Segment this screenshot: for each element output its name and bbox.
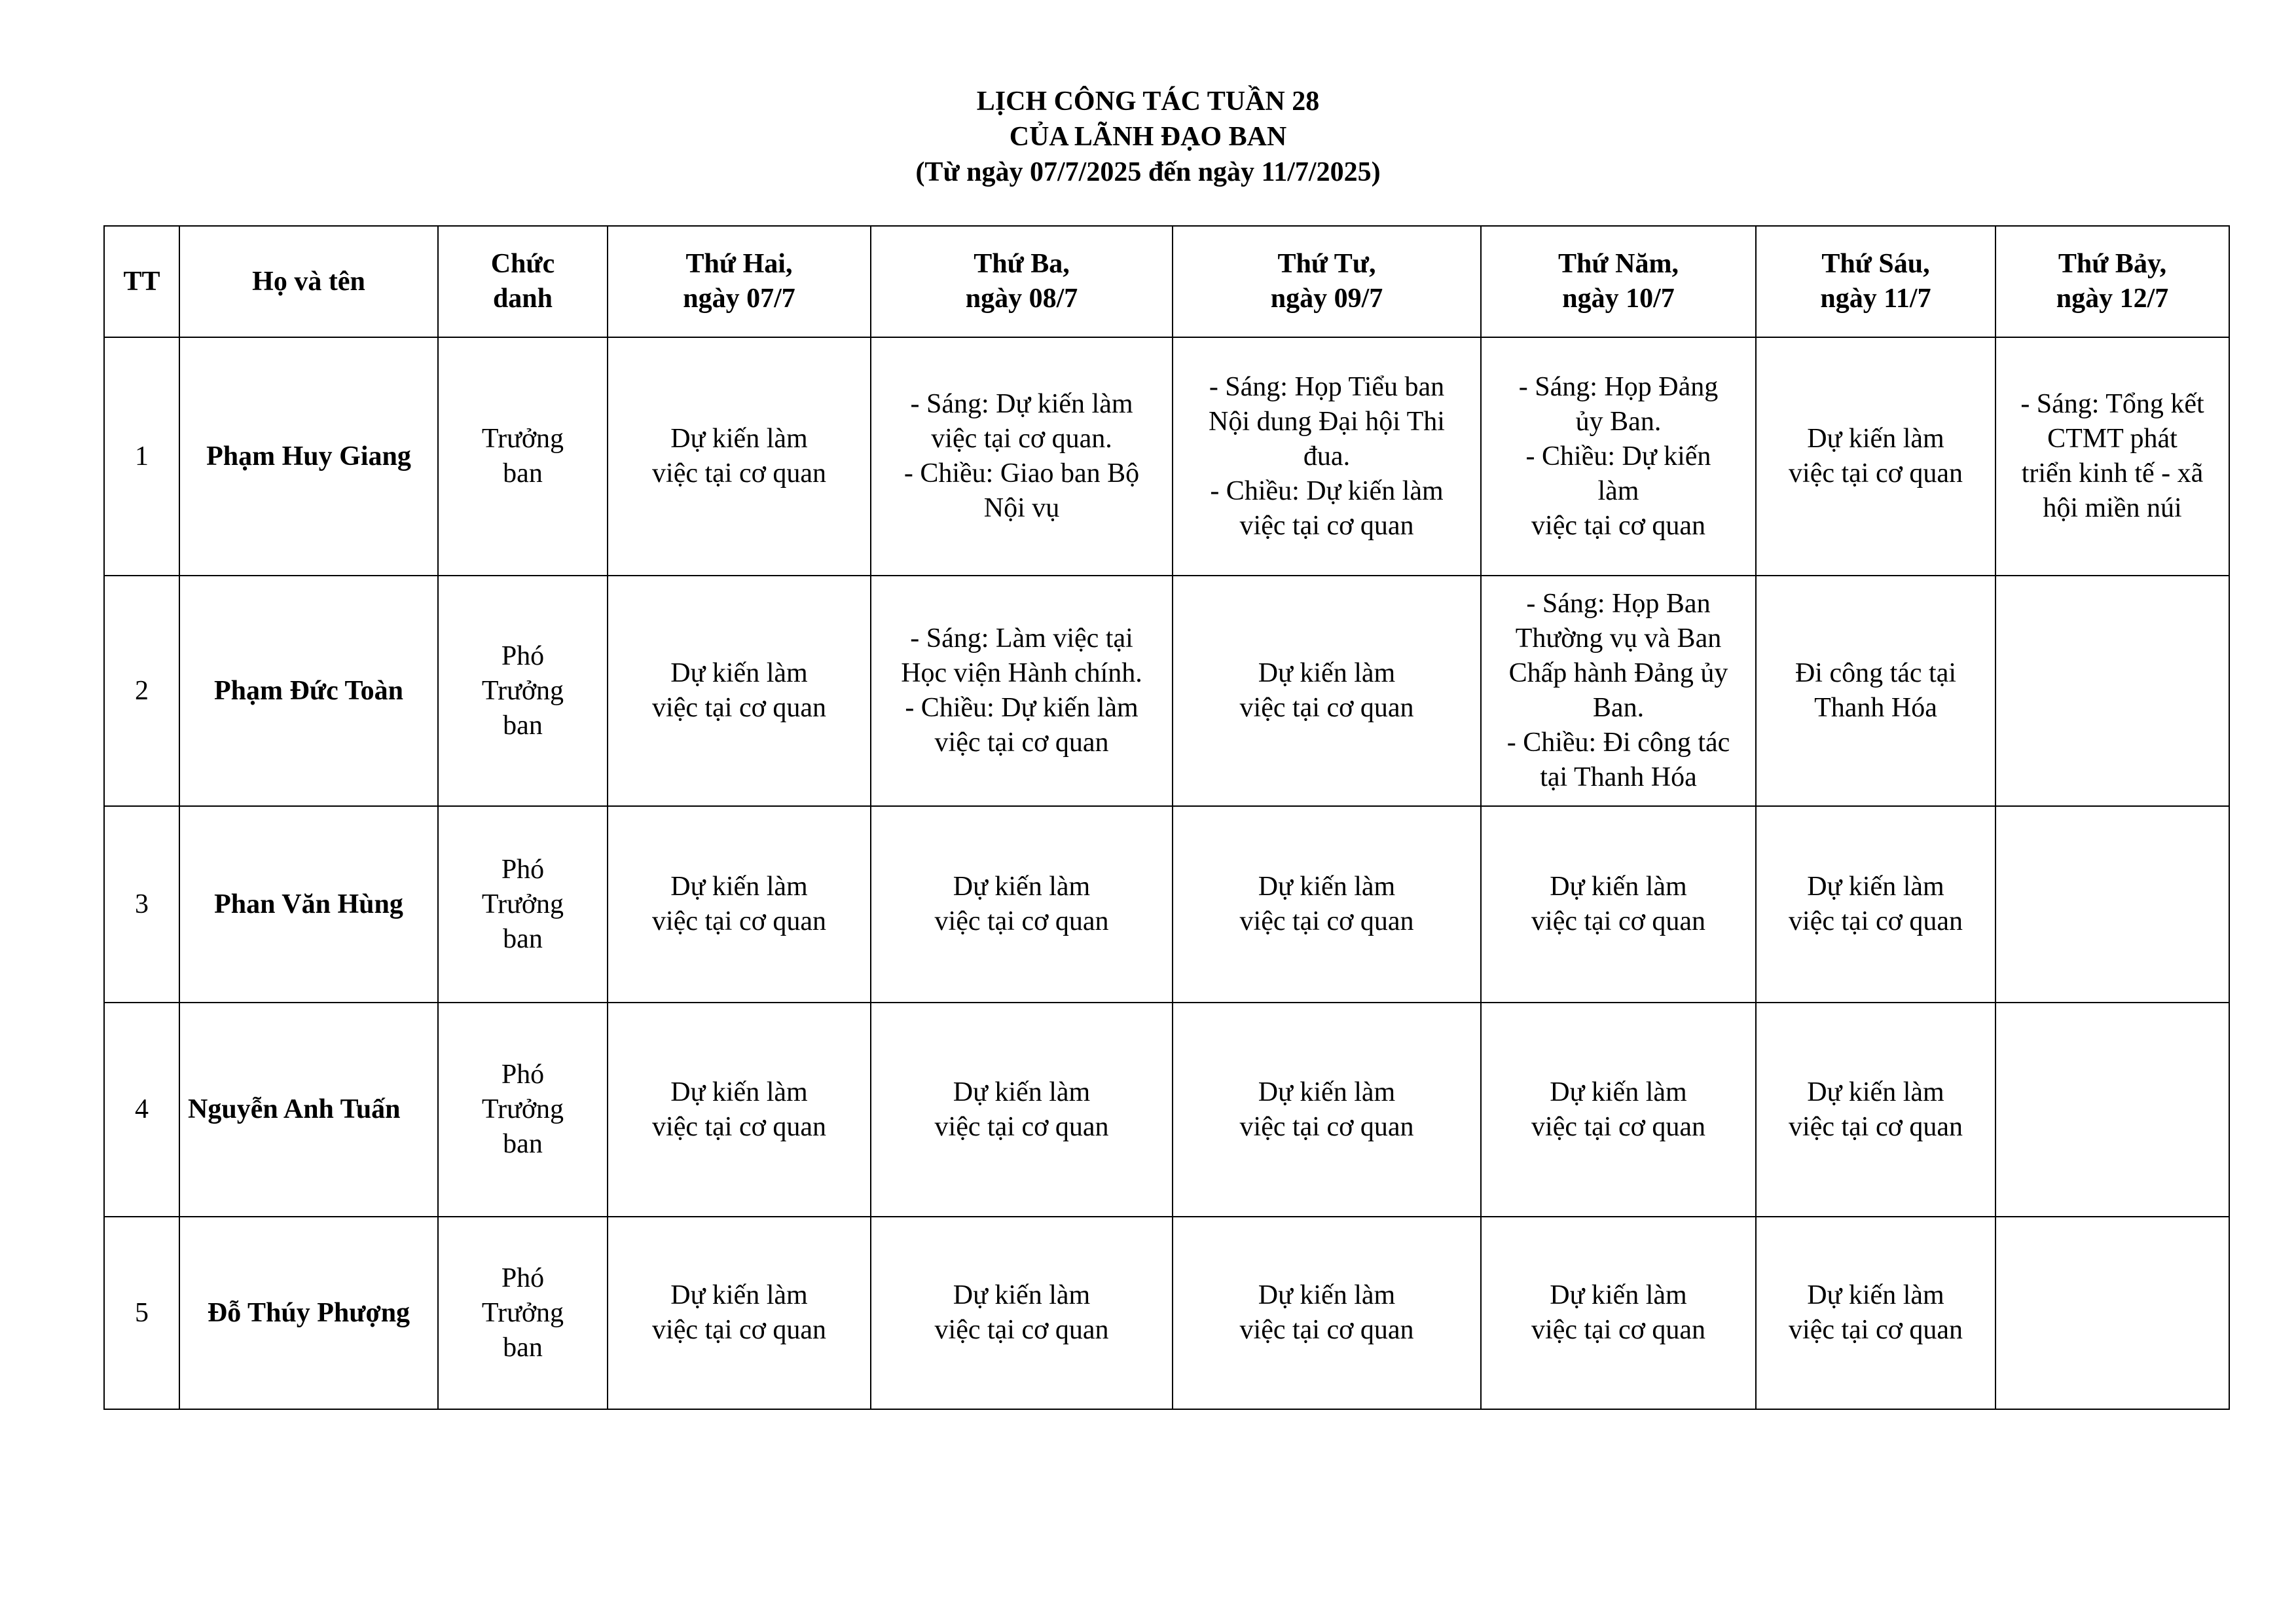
schedule-line: - Sáng: Họp Ban: [1526, 589, 1711, 619]
role-line: ban: [503, 458, 543, 489]
schedule-line: Dự kiến làm: [1807, 872, 1944, 902]
header-day-line: Thứ Ba,: [974, 249, 1070, 279]
schedule-line: Ban.: [1592, 693, 1645, 723]
schedule-line: Thanh Hóa: [1814, 693, 1937, 723]
role-line: Phó: [501, 1263, 545, 1293]
role-line: ban: [503, 923, 543, 954]
header-day-line: ngày 09/7: [1270, 284, 1383, 314]
schedule-line: việc tại cơ quan: [1531, 1111, 1705, 1142]
schedule-cell: [608, 337, 871, 576]
schedule-cell: [608, 806, 871, 1003]
schedule-cell: [1173, 337, 1481, 576]
schedule-cell: [1481, 576, 1756, 806]
schedule-cell: [608, 1217, 871, 1409]
schedule-line: đua.: [1303, 441, 1351, 471]
person-name: Đỗ Thúy Phượng: [179, 1217, 438, 1409]
title-line-3: (Từ ngày 07/7/2025 đến ngày 11/7/2025): [915, 157, 1381, 187]
schedule-line: Dự kiến làm: [1258, 1077, 1396, 1107]
role-line: Phó: [501, 854, 545, 885]
schedule-line: ủy Ban.: [1575, 406, 1662, 437]
schedule-cell: [1756, 337, 1995, 576]
schedule-line: - Chiều: Dự kiến làm: [1210, 475, 1444, 506]
role-line: Phó: [501, 640, 545, 671]
schedule-line: việc tại cơ quan: [652, 906, 826, 936]
header-day-line: Thứ Tư,: [1277, 249, 1376, 279]
role-line: Trưởng: [481, 1297, 564, 1328]
schedule-cell: [1995, 806, 2229, 1003]
schedule-line: việc tại cơ quan: [934, 1111, 1109, 1142]
schedule-body: [104, 337, 2229, 1409]
person-name: Phan Văn Hùng: [179, 806, 438, 1003]
person-role: [438, 337, 608, 576]
header-day: [1995, 226, 2229, 337]
schedule-line: Dự kiến làm: [670, 1280, 808, 1310]
person-name: Nguyễn Anh Tuấn: [179, 1003, 438, 1217]
header-day: [1173, 226, 1481, 337]
schedule-table: [103, 225, 2230, 1410]
schedule-line: việc tại cơ quan: [1789, 1111, 1963, 1142]
header-day-line: ngày 07/7: [683, 284, 795, 314]
schedule-line: việc tại cơ quan: [1239, 1315, 1414, 1345]
schedule-cell: [608, 1003, 871, 1217]
row-number: 1: [104, 337, 179, 576]
schedule-cell: [1756, 576, 1995, 806]
schedule-line: hội miền núi: [2043, 493, 2182, 523]
header-day: [871, 226, 1173, 337]
schedule-line: tại Thanh Hóa: [1540, 762, 1697, 792]
header-day: [1756, 226, 1995, 337]
schedule-line: việc tại cơ quan: [1239, 693, 1414, 723]
header-day-line: ngày 12/7: [2056, 284, 2169, 314]
role-line: Trưởng: [481, 424, 564, 454]
schedule-line: Dự kiến làm: [1550, 872, 1687, 902]
role-line: Phó: [501, 1060, 545, 1090]
header-name: Họ và tên: [179, 226, 438, 337]
role-line: ban: [503, 710, 543, 741]
schedule-line: Nội vụ: [983, 493, 1060, 523]
schedule-line: - Chiều: Dự kiến làm: [905, 693, 1139, 723]
schedule-cell: [1995, 337, 2229, 576]
schedule-line: việc tại cơ quan: [1789, 1315, 1963, 1345]
document-title: [0, 84, 2296, 190]
header-day-line: Thứ Sáu,: [1821, 249, 1930, 279]
role-line: Trưởng: [481, 889, 564, 919]
person-name: Phạm Đức Toàn: [179, 576, 438, 806]
schedule-line: Dự kiến làm: [1807, 1280, 1944, 1310]
schedule-cell: [871, 337, 1173, 576]
schedule-cell: [1481, 337, 1756, 576]
row-number: 5: [104, 1217, 179, 1409]
schedule-line: việc tại cơ quan: [1789, 458, 1963, 489]
table-row: [104, 337, 2229, 576]
schedule-line: - Sáng: Làm việc tại: [910, 623, 1133, 654]
schedule-cell: [1995, 576, 2229, 806]
header-day: [1481, 226, 1756, 337]
schedule-line: Dự kiến làm: [670, 872, 808, 902]
schedule-cell: [871, 576, 1173, 806]
schedule-line: việc tại cơ quan: [1531, 906, 1705, 936]
schedule-line: - Chiều: Dự kiến: [1525, 441, 1711, 471]
person-role: [438, 806, 608, 1003]
person-name: Phạm Huy Giang: [179, 337, 438, 576]
schedule-line: việc tại cơ quan: [1239, 906, 1414, 936]
schedule-cell: [608, 576, 871, 806]
schedule-line: Thường vụ và Ban: [1515, 623, 1722, 654]
table-row: [104, 576, 2229, 806]
schedule-cell: [1756, 806, 1995, 1003]
table-row: [104, 1003, 2229, 1217]
schedule-line: - Sáng: Họp Đảng: [1518, 371, 1719, 402]
header-role-line: Chức: [490, 249, 555, 279]
schedule-cell: [1995, 1217, 2229, 1409]
schedule-line: Dự kiến làm: [953, 872, 1091, 902]
schedule-line: Chấp hành Đảng ủy: [1508, 658, 1728, 688]
schedule-cell: [871, 806, 1173, 1003]
schedule-line: Dự kiến làm: [953, 1077, 1091, 1107]
schedule-line: việc tại cơ quan: [1789, 906, 1963, 936]
header-day-line: ngày 11/7: [1820, 284, 1931, 314]
schedule-line: Đi công tác tại: [1795, 658, 1957, 688]
schedule-cell: [871, 1003, 1173, 1217]
schedule-line: việc tại cơ quan.: [931, 424, 1112, 454]
schedule-line: Dự kiến làm: [1550, 1077, 1687, 1107]
schedule-line: việc tại cơ quan: [934, 728, 1109, 758]
schedule-line: triển kinh tế - xã: [2021, 458, 2204, 489]
schedule-line: - Sáng: Dự kiến làm: [910, 389, 1133, 419]
header-day-line: ngày 10/7: [1562, 284, 1675, 314]
schedule-line: việc tại cơ quan: [934, 1315, 1109, 1345]
schedule-cell: [1173, 1217, 1481, 1409]
schedule-cell: [1481, 806, 1756, 1003]
schedule-cell: [1995, 1003, 2229, 1217]
schedule-cell: [1481, 1003, 1756, 1217]
schedule-line: việc tại cơ quan: [652, 458, 826, 489]
schedule-cell: [1173, 806, 1481, 1003]
schedule-line: Dự kiến làm: [1258, 872, 1396, 902]
schedule-line: việc tại cơ quan: [1239, 1111, 1414, 1142]
person-role: [438, 576, 608, 806]
schedule-line: Dự kiến làm: [670, 658, 808, 688]
schedule-line: - Sáng: Tổng kết: [2020, 389, 2204, 419]
header-day-line: Thứ Hai,: [685, 249, 793, 279]
schedule-line: Dự kiến làm: [1807, 424, 1944, 454]
header-day-line: Thứ Bảy,: [2058, 249, 2167, 279]
header-tt: TT: [104, 226, 179, 337]
schedule-cell: [871, 1217, 1173, 1409]
schedule-line: việc tại cơ quan: [1531, 1315, 1705, 1345]
schedule-cell: [1756, 1003, 1995, 1217]
schedule-line: Dự kiến làm: [670, 424, 808, 454]
schedule-line: việc tại cơ quan: [1531, 510, 1705, 541]
row-number: 2: [104, 576, 179, 806]
schedule-line: Dự kiến làm: [1258, 658, 1396, 688]
header-row: [104, 226, 2229, 337]
schedule-cell: [1173, 576, 1481, 806]
header-role: [438, 226, 608, 337]
schedule-line: Dự kiến làm: [1258, 1280, 1396, 1310]
header-day-line: Thứ Năm,: [1558, 249, 1679, 279]
header-role-line: danh: [492, 284, 553, 314]
schedule-line: việc tại cơ quan: [1239, 510, 1414, 541]
schedule-cell: [1481, 1217, 1756, 1409]
schedule-line: Nội dung Đại hội Thi: [1209, 406, 1445, 437]
table-row: [104, 1217, 2229, 1409]
role-line: ban: [503, 1129, 543, 1159]
row-number: 4: [104, 1003, 179, 1217]
schedule-line: - Chiều: Giao ban Bộ: [903, 458, 1140, 489]
person-role: [438, 1217, 608, 1409]
row-number: 3: [104, 806, 179, 1003]
header-day-line: ngày 08/7: [965, 284, 1078, 314]
schedule-line: việc tại cơ quan: [934, 906, 1109, 936]
schedule-line: việc tại cơ quan: [652, 693, 826, 723]
title-line-2: CỦA LÃNH ĐẠO BAN: [1009, 122, 1287, 152]
header-day: [608, 226, 871, 337]
schedule-line: Dự kiến làm: [953, 1280, 1091, 1310]
schedule-line: làm: [1597, 475, 1639, 506]
table-row: [104, 806, 2229, 1003]
role-line: Trưởng: [481, 1094, 564, 1124]
schedule-line: việc tại cơ quan: [652, 1111, 826, 1142]
role-line: Trưởng: [481, 675, 564, 706]
schedule-line: - Sáng: Họp Tiểu ban: [1209, 371, 1445, 402]
schedule-line: Học viện Hành chính.: [901, 658, 1142, 688]
title-line-1: LỊCH CÔNG TÁC TUẦN 28: [976, 86, 1320, 117]
role-line: ban: [503, 1332, 543, 1363]
schedule-line: - Chiều: Đi công tác: [1506, 728, 1730, 758]
schedule-line: Dự kiến làm: [1550, 1280, 1687, 1310]
schedule-cell: [1756, 1217, 1995, 1409]
schedule-cell: [1173, 1003, 1481, 1217]
schedule-line: Dự kiến làm: [670, 1077, 808, 1107]
schedule-line: việc tại cơ quan: [652, 1315, 826, 1345]
schedule-line: CTMT phát: [2047, 424, 2178, 454]
person-role: [438, 1003, 608, 1217]
schedule-line: Dự kiến làm: [1807, 1077, 1944, 1107]
